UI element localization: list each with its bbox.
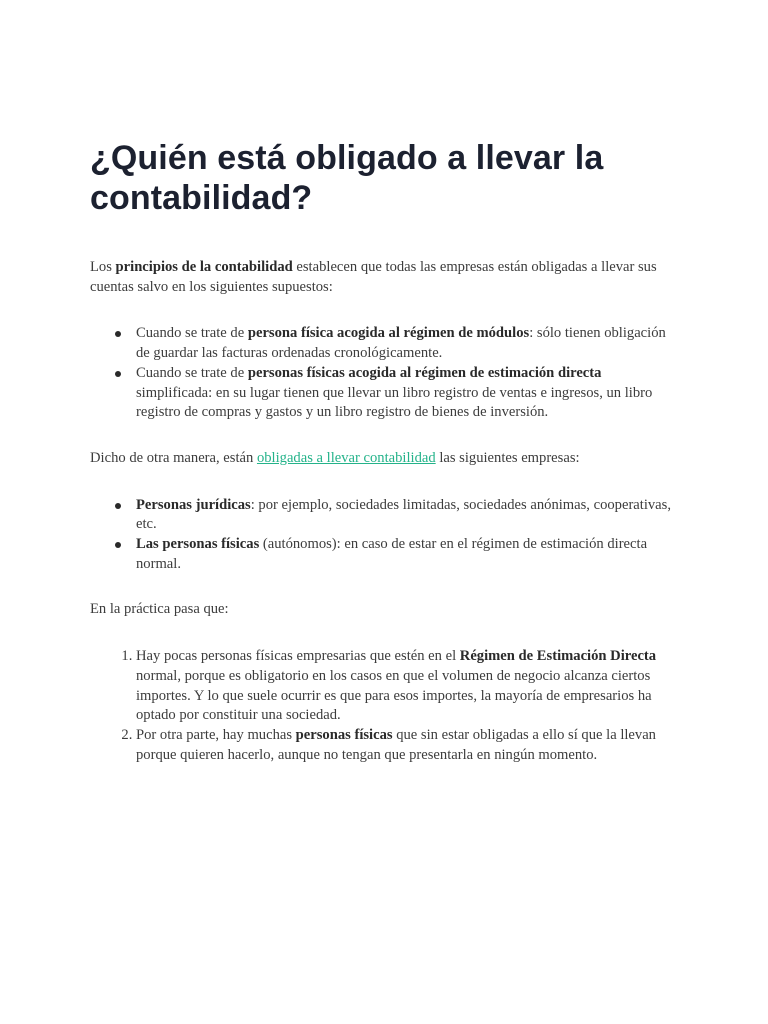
bullet-icon <box>115 503 121 509</box>
list-item <box>136 324 680 363</box>
intro-text-post: establecen que todas las empresas están obligadas a llevar sus cuentas salvo en los siguientes supuestos: <box>90 259 657 295</box>
list-item <box>136 726 680 765</box>
exceptions-list <box>90 324 680 423</box>
list-item-text: que sin estar obligadas a ello sí que la llevan porque quieren hacerlo, aunque no tengan que presentarla en ningún momento. <box>136 726 656 763</box>
list-item-text: Cuando se trate de <box>136 325 248 342</box>
list-item <box>136 535 680 574</box>
bullet-icon <box>115 371 121 377</box>
list-item-text: (autónomos): en caso de estar en el régimen de estimación directa normal. <box>136 536 648 572</box>
intro-text-pre: Los <box>90 259 116 275</box>
list-item-bold: Régimen de Estimación Directa <box>459 648 657 665</box>
intro-paragraph <box>90 258 680 297</box>
list-item-text: normal, porque es obligatorio en los casos en que el volumen de negocio alcanza ciertos importes. Y lo que suele ocurrir es que para esos importes, la mayoría de empresarios ha optado por constituir una sociedad. <box>136 667 652 724</box>
article <box>90 130 680 791</box>
obligated-text-pre: Dicho de otra manera, están <box>90 449 257 466</box>
bullet-icon <box>115 331 121 337</box>
list-item-bold: persona física acogida al régimen de módulos <box>247 325 530 342</box>
list-item-text: : por ejemplo, sociedades limitadas, sociedades anónimas, cooperativas, etc. <box>136 496 671 533</box>
list-item <box>136 647 680 726</box>
intro-text-bold: principios de la contabilidad <box>115 259 293 275</box>
list-item-text: simplificada: en su lugar tienen que llevar un libro registro de ventas e ingresos, un libro registro de compras y gastos y un libro registro de bienes de inversión. <box>136 384 653 421</box>
list-item-text: Hay pocas personas físicas empresarias que estén en el <box>136 648 460 665</box>
list-item <box>136 496 680 535</box>
obligadas-link[interactable]: obligadas a llevar contabilidad <box>256 449 436 466</box>
obligated-text-post: las siguientes empresas: <box>435 449 580 466</box>
obligated-paragraph <box>90 449 680 469</box>
list-item-bold: Las personas físicas <box>136 536 260 553</box>
list-item-text: Cuando se trate de <box>136 364 248 381</box>
page-title: ¿Quién está obligado a llevar la contabilidad? <box>90 139 604 217</box>
list-item-bold: personas físicas <box>295 726 393 743</box>
practice-list <box>90 647 680 765</box>
list-item-bold: personas físicas acogida al régimen de estimación directa <box>247 364 602 381</box>
obligated-list <box>90 496 680 575</box>
list-item-text: : sólo tienen obligación de guardar las facturas ordenadas cronológicamente. <box>136 325 666 362</box>
list-item-text: Por otra parte, hay muchas <box>136 726 296 743</box>
bullet-icon <box>115 542 121 548</box>
list-item-bold: Personas jurídicas <box>136 496 251 513</box>
list-item <box>136 364 680 423</box>
practice-paragraph: En la práctica pasa que: <box>90 601 229 618</box>
